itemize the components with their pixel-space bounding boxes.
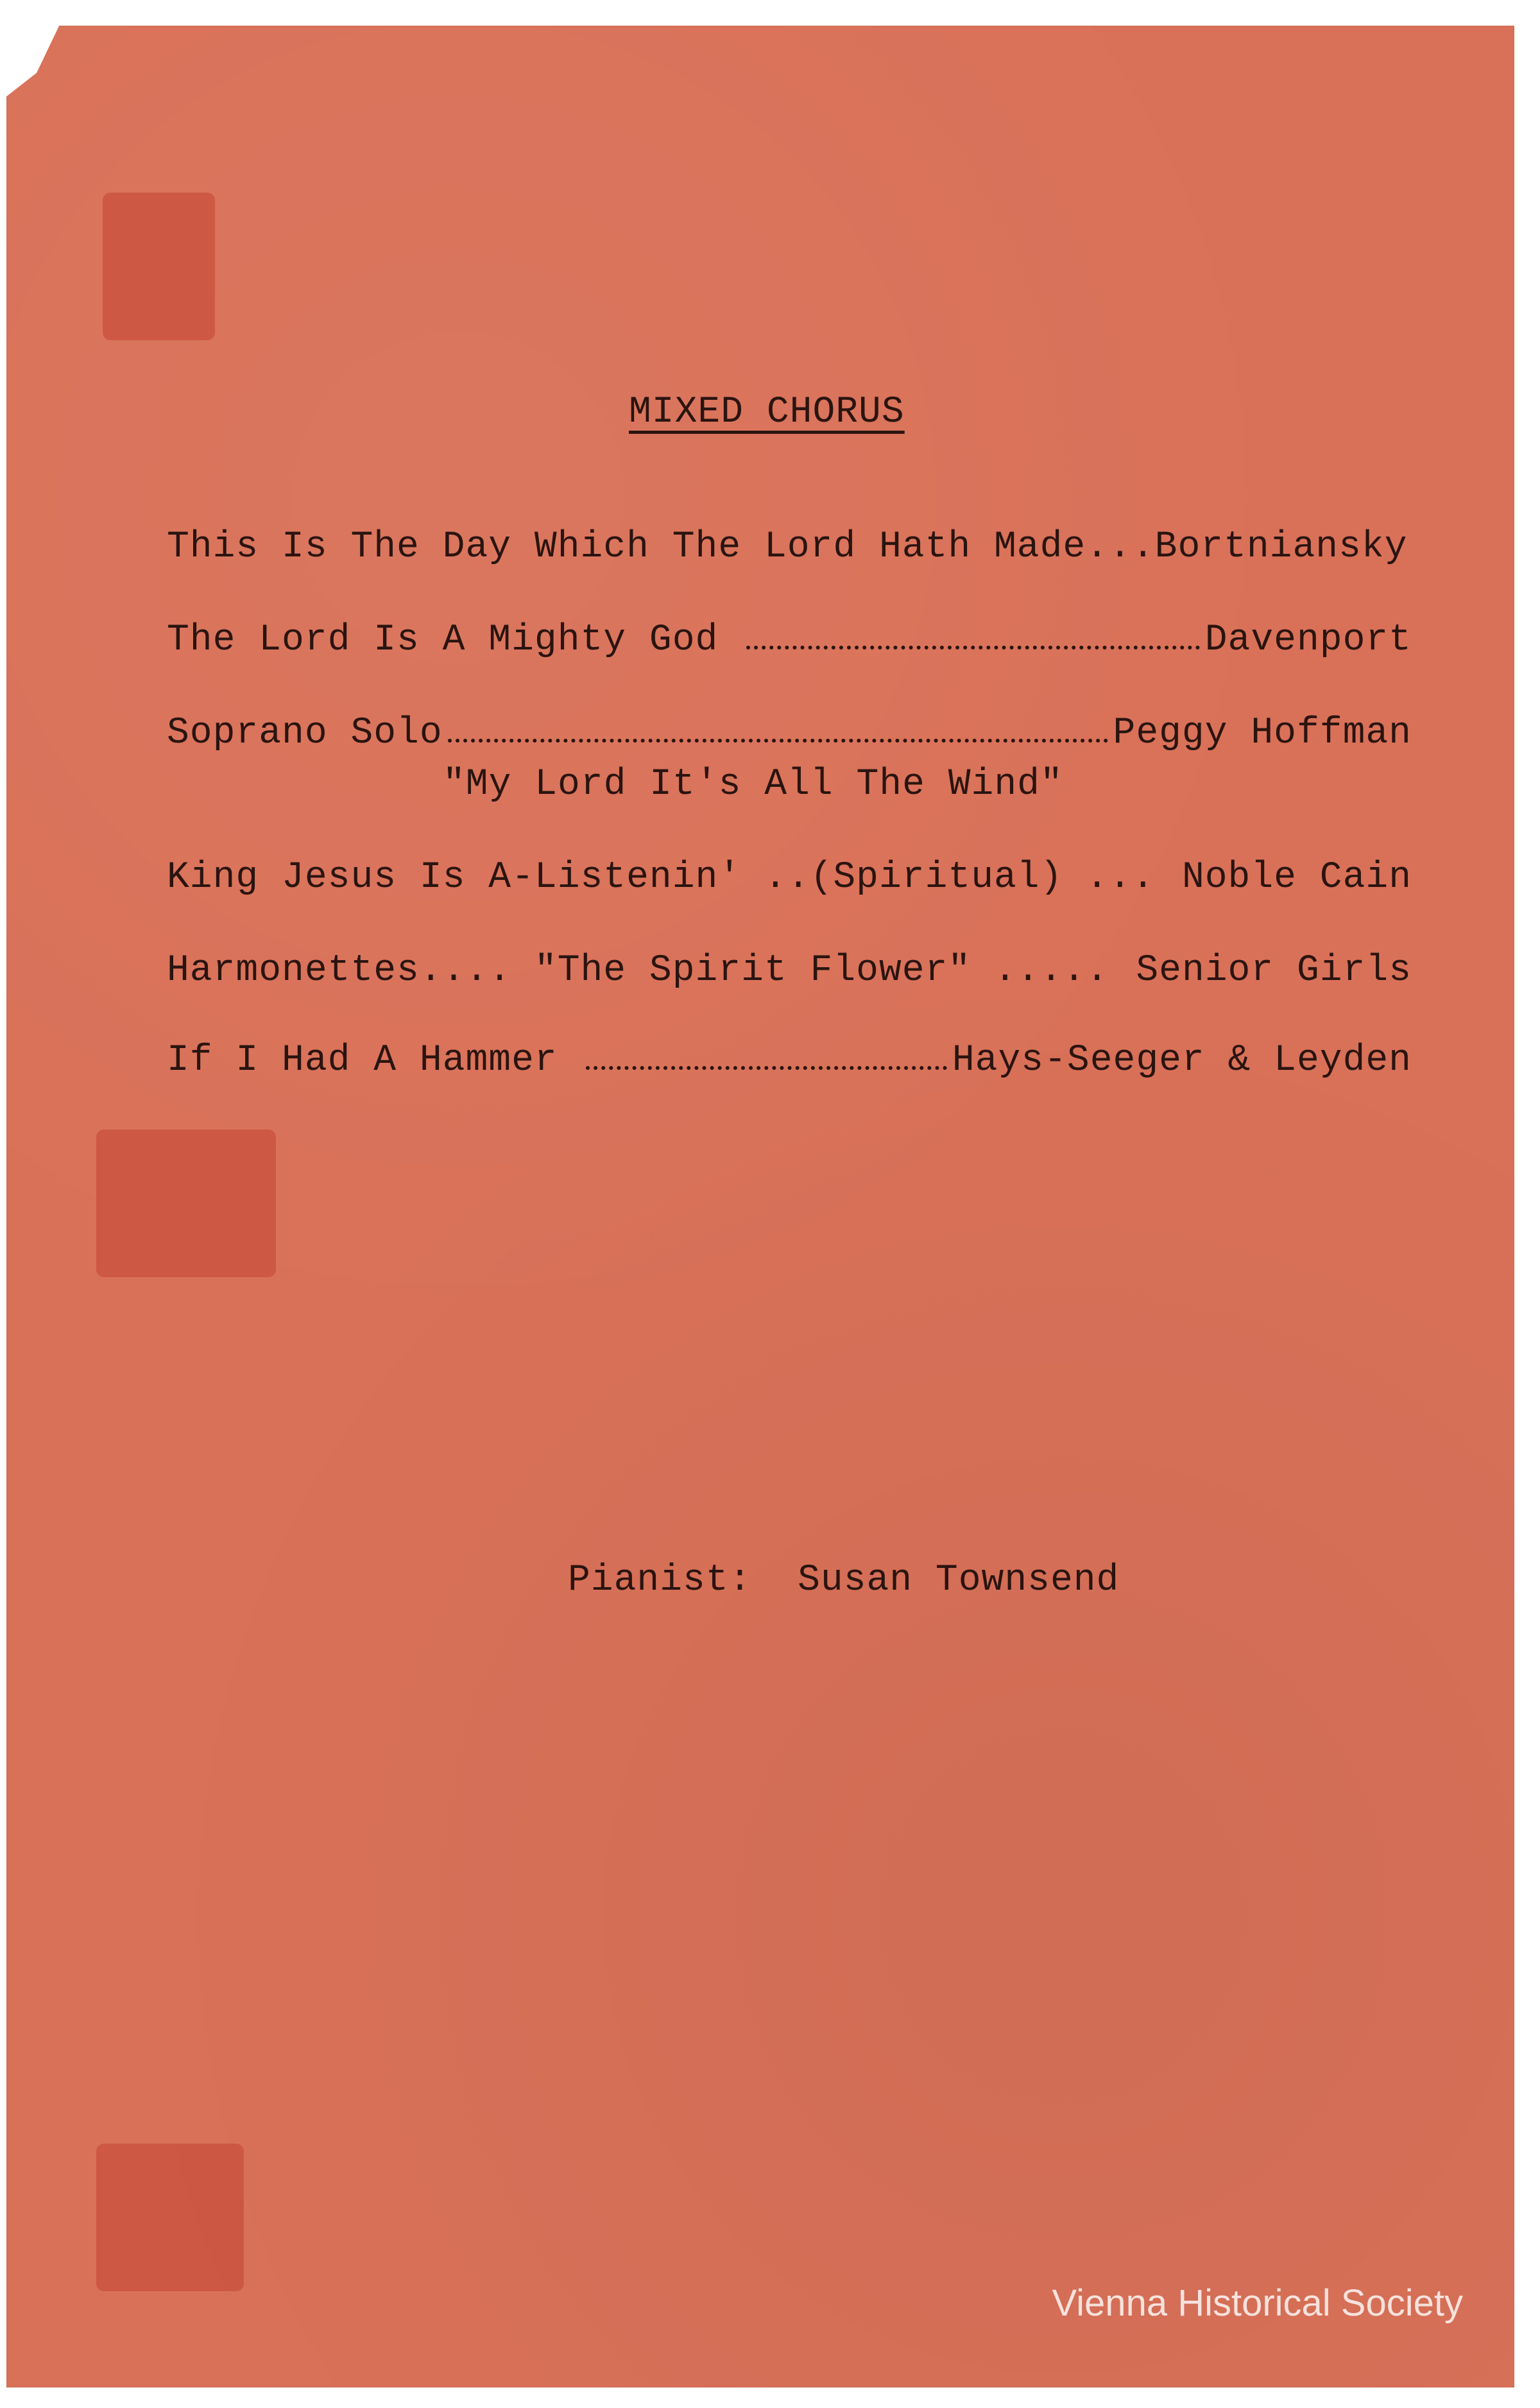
composer-name: Davenport xyxy=(1204,619,1412,661)
program-item xyxy=(167,950,1412,992)
pianist-credit xyxy=(568,1560,1119,1601)
piece-title: This Is The Day Which The Lord Hath Made... xyxy=(167,526,1155,568)
pianist-name: Susan Townsend xyxy=(798,1560,1120,1601)
program-item xyxy=(167,1040,1412,1081)
program-item xyxy=(167,619,1412,661)
piece-title: The Lord Is A Mighty God xyxy=(167,619,742,661)
piece-title: If I Had A Hammer xyxy=(167,1040,581,1081)
tape-mark-middle xyxy=(96,1130,276,1277)
composer-name: Hays-Seeger & Leyden xyxy=(952,1040,1412,1081)
program-item xyxy=(167,712,1412,754)
program-item xyxy=(167,857,1412,899)
dot-leader xyxy=(746,645,1200,649)
pianist-label: Pianist: xyxy=(568,1560,752,1601)
paper-sheet xyxy=(6,26,1514,2387)
page-title: MIXED CHORUS xyxy=(629,391,905,433)
piece-title: King Jesus Is A-Listenin' ..(Spiritual) ... xyxy=(167,857,1155,899)
piece-title: Soprano Solo xyxy=(167,712,443,754)
piece-title: Harmonettes.... "The Spirit Flower" ..... xyxy=(167,950,1109,992)
dot-leader xyxy=(586,1065,947,1070)
solo-song-title: "My Lord It's All The Wind" xyxy=(443,764,1063,805)
tape-mark-top xyxy=(103,193,215,340)
composer-name: Noble Cain xyxy=(1181,857,1412,899)
tape-mark-bottom xyxy=(96,2144,244,2291)
watermark: Vienna Historical Society xyxy=(1052,2282,1463,2324)
program-item xyxy=(167,526,1412,568)
composer-name: Peggy Hoffman xyxy=(1113,712,1412,754)
dot-leader xyxy=(448,738,1108,743)
composer-name: Senior Girls xyxy=(1136,950,1412,992)
composer-name: Bortniansky xyxy=(1154,526,1408,568)
